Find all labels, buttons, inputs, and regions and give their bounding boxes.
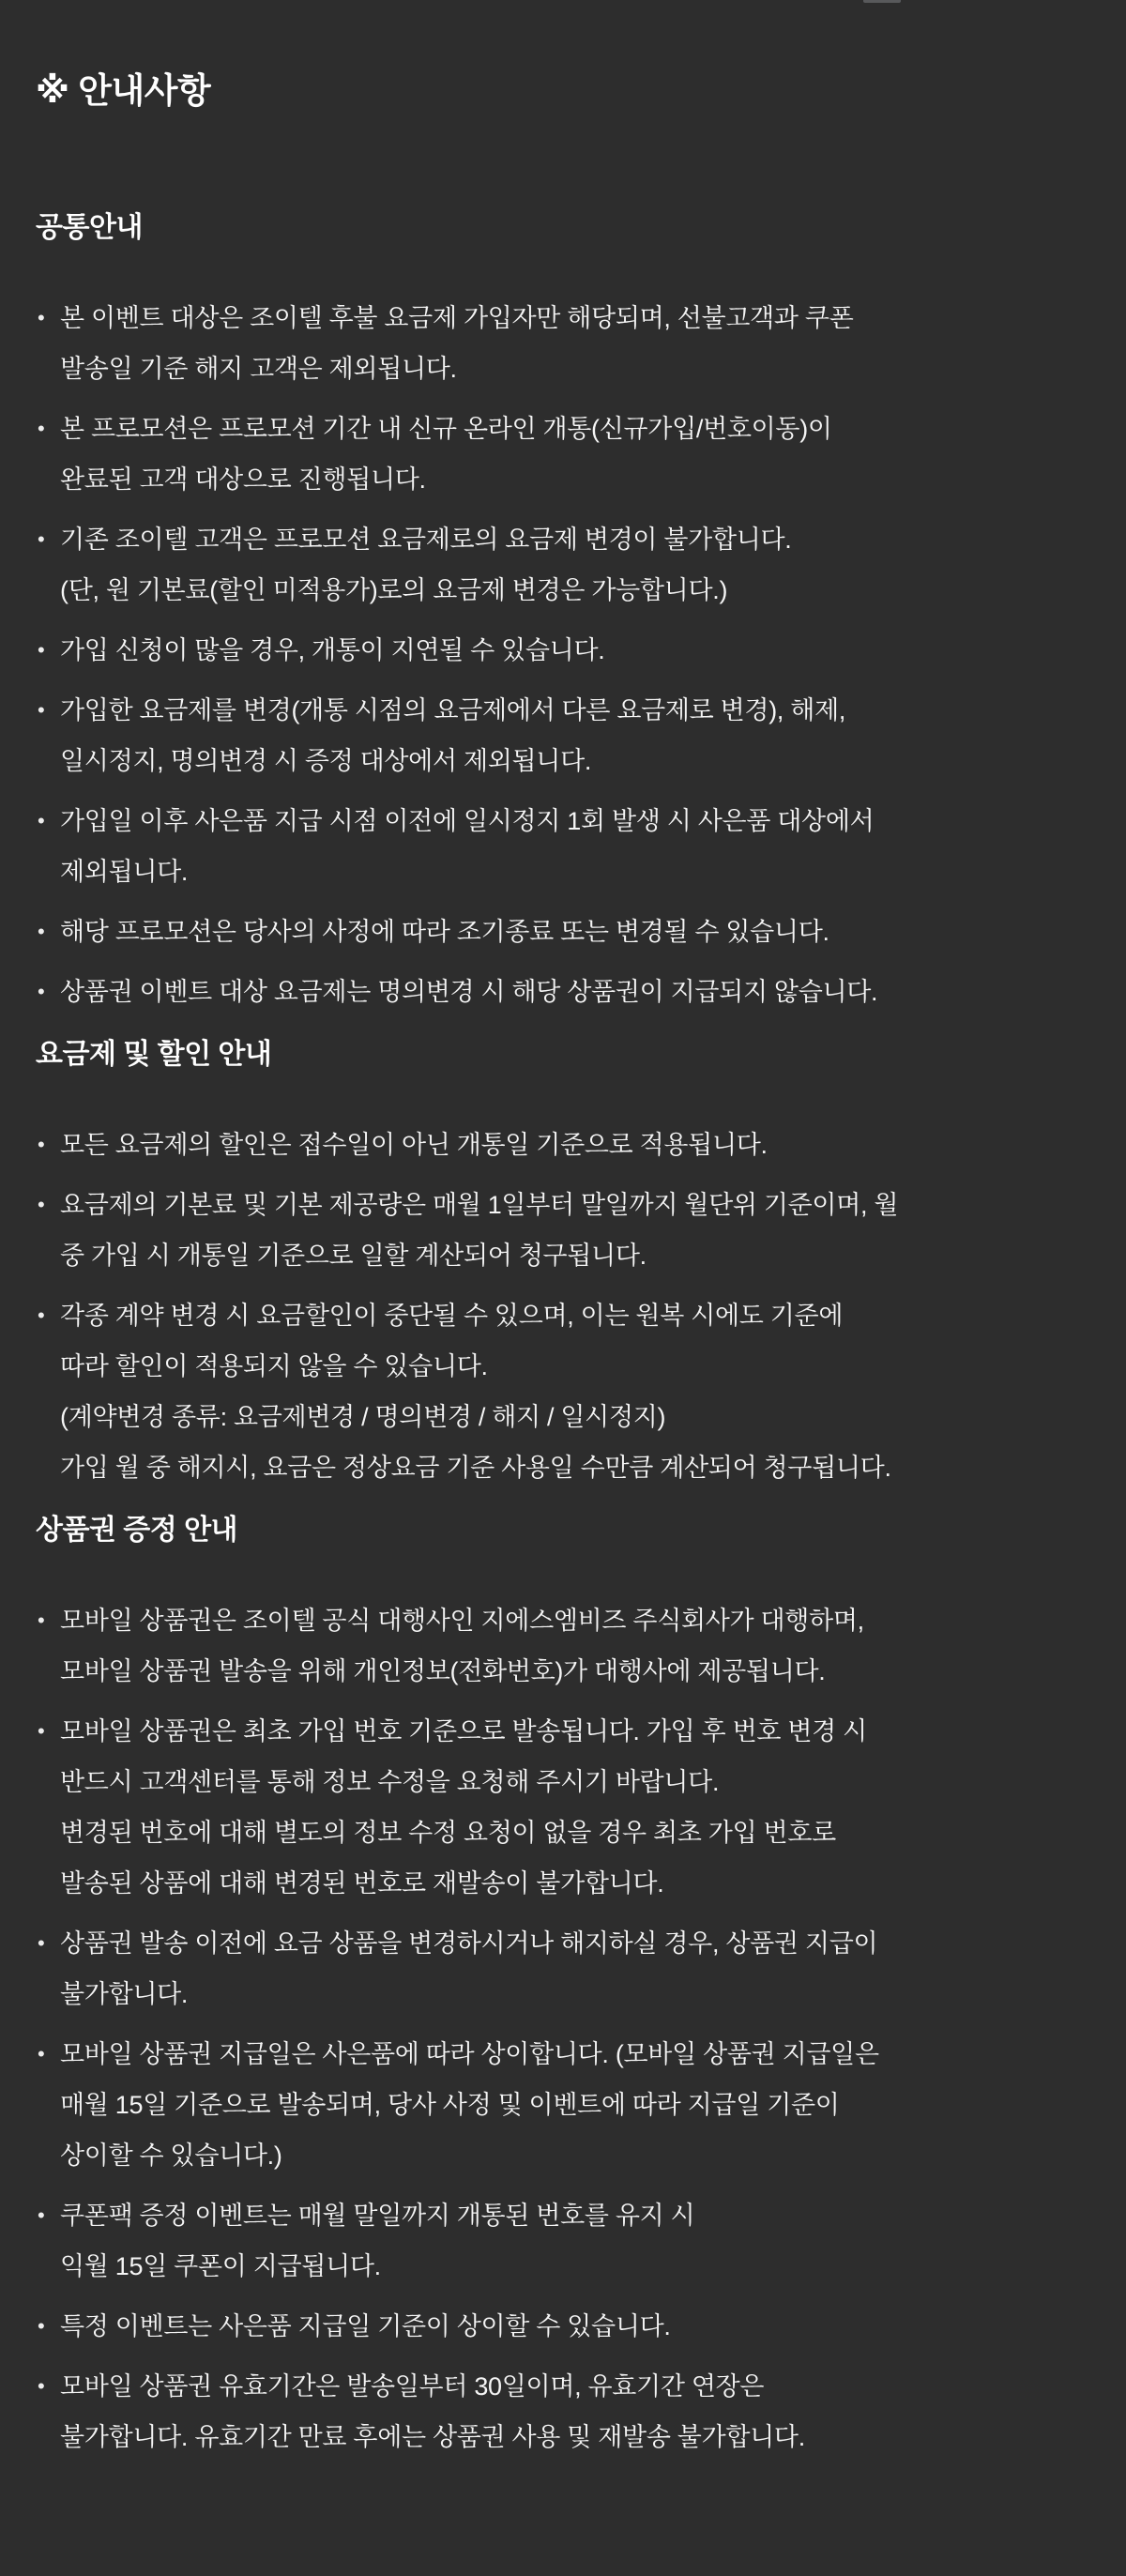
bullet-icon: • <box>38 1719 45 1743</box>
bullet-icon: • <box>38 920 45 943</box>
bullet-icon: • <box>38 638 45 662</box>
list-item <box>0 1180 1126 1281</box>
bullet-icon: • <box>38 698 45 722</box>
bullet-icon: • <box>38 809 45 832</box>
item-line: (단, 원 기본료(할인 미적용가)로의 요금제 변경은 가능합니다.) <box>60 576 728 604</box>
list-item <box>0 2029 1126 2181</box>
bullet-icon: • <box>38 1193 45 1216</box>
bullet-icon: • <box>38 1133 45 1156</box>
list-item <box>0 2190 1126 2292</box>
item-line: 익월 15일 쿠폰이 지급됩니다. <box>60 2252 381 2280</box>
section-heading: 요금제 및 할인 안내 <box>36 1039 272 1070</box>
sections-container <box>0 209 1126 2462</box>
bullet-icon: • <box>38 306 45 329</box>
bullet-icon: • <box>38 527 45 551</box>
item-line: 가입 월 중 해지시, 요금은 정상요금 기준 사용일 수만큼 계산되어 청구됩니다. <box>60 1454 891 1482</box>
bullet-icon: • <box>38 1608 45 1632</box>
page-title: ※ 안내사항 <box>36 71 211 110</box>
item-line: 상품권 발송 이전에 요금 상품을 변경하시거나 해지하실 경우, 상품권 지급이 <box>60 1929 878 1958</box>
item-line: 모바일 상품권 유효기간은 발송일부터 30일이며, 유효기간 연장은 <box>60 2372 765 2401</box>
list-item <box>0 514 1126 616</box>
list-item <box>0 293 1126 394</box>
bullet-icon: • <box>38 2314 45 2338</box>
item-line: 특정 이벤트는 사은품 지급일 기준이 상이할 수 있습니다. <box>60 2312 671 2340</box>
item-line: 모바일 상품권은 최초 가입 번호 기준으로 발송됩니다. 가입 후 번호 변경 시 <box>60 1717 867 1745</box>
notice-section <box>0 1512 1126 2462</box>
list-item <box>0 685 1126 786</box>
list-item <box>0 404 1126 505</box>
list-item <box>0 1120 1126 1170</box>
item-line: 변경된 번호에 대해 별도의 정보 수정 요청이 없을 경우 최초 가입 번호로 <box>60 1819 836 1847</box>
item-line: 중 가입 시 개통일 기준으로 일할 계산되어 청구됩니다. <box>60 1242 647 1270</box>
item-line: 따라 할인이 적용되지 않을 수 있습니다. <box>60 1352 488 1380</box>
item-line: 쿠폰팩 증정 이벤트는 매월 말일까지 개통된 번호를 유지 시 <box>60 2202 695 2230</box>
item-line: 가입일 이후 사은품 지급 시점 이전에 일시정지 1회 발생 시 사은품 대상에서 <box>60 807 875 835</box>
notice-section <box>0 1036 1126 1493</box>
item-line: 모바일 상품권 발송을 위해 개인정보(전화번호)가 대행사에 제공됩니다. <box>60 1657 826 1685</box>
item-line: 매월 15일 기준으로 발송되며, 당사 사정 및 이벤트에 따라 지급일 기준이 <box>60 2091 840 2119</box>
bullet-list <box>0 1595 1126 2462</box>
bullet-icon: • <box>38 417 45 440</box>
notice-section <box>0 209 1126 1017</box>
list-item <box>0 2301 1126 2352</box>
item-line: 본 프로모션은 프로모션 기간 내 신규 온라인 개통(신규가입/번호이동)이 <box>60 415 832 443</box>
item-line: 각종 계약 변경 시 요금할인이 중단될 수 있으며, 이는 원복 시에도 기준에 <box>60 1302 844 1330</box>
item-line: 반드시 고객센터를 통해 정보 수정을 요청해 주시기 바랍니다. <box>60 1768 720 1796</box>
item-line: 상품권 이벤트 대상 요금제는 명의변경 시 해당 상품권이 지급되지 않습니다. <box>60 978 878 1006</box>
bullet-icon: • <box>38 1303 45 1327</box>
list-item <box>0 1918 1126 2020</box>
item-line: 가입한 요금제를 변경(개통 시점의 요금제에서 다른 요금제로 변경), 해제, <box>60 696 846 724</box>
bullet-icon: • <box>38 2374 45 2398</box>
list-item <box>0 1706 1126 1909</box>
item-line: 제외됩니다. <box>60 858 189 886</box>
item-line: 완료된 고객 대상으로 진행됩니다. <box>60 465 426 494</box>
item-line: 요금제의 기본료 및 기본 제공량은 매월 1일부터 말일까지 월단위 기준이며, 월 <box>60 1191 899 1219</box>
item-line: (계약변경 종류: 요금제변경 / 명의변경 / 해지 / 일시정지) <box>60 1403 666 1431</box>
item-line: 상이할 수 있습니다.) <box>60 2142 282 2170</box>
item-line: 본 이벤트 대상은 조이텔 후불 요금제 가입자만 해당되며, 선불고객과 쿠폰 <box>60 304 854 332</box>
item-line: 불가합니다. 유효기간 만료 후에는 상품권 사용 및 재발송 불가합니다. <box>60 2423 805 2451</box>
item-line: 모든 요금제의 할인은 접수일이 아닌 개통일 기준으로 적용됩니다. <box>60 1131 768 1159</box>
item-line: 가입 신청이 많을 경우, 개통이 지연될 수 있습니다. <box>60 636 605 664</box>
list-item <box>0 1595 1126 1697</box>
list-item <box>0 625 1126 676</box>
item-line: 일시정지, 명의변경 시 증정 대상에서 제외됩니다. <box>60 747 592 775</box>
list-item <box>0 2361 1126 2462</box>
bullet-list <box>0 1120 1126 1493</box>
section-heading: 공통안내 <box>36 212 143 243</box>
item-line: 발송일 기준 해지 고객은 제외됩니다. <box>60 355 457 383</box>
item-line: 모바일 상품권 지급일은 사은품에 따라 상이합니다. (모바일 상품권 지급일은 <box>60 2040 879 2068</box>
item-line: 불가합니다. <box>60 1980 189 2008</box>
item-line: 발송된 상품에 대해 변경된 번호로 재발송이 불가합니다. <box>60 1869 664 1898</box>
list-item <box>0 1290 1126 1493</box>
item-line: 모바일 상품권은 조이텔 공식 대행사인 지에스엠비즈 주식회사가 대행하며, <box>60 1607 864 1635</box>
bullet-list <box>0 293 1126 1017</box>
bullet-icon: • <box>38 980 45 1003</box>
item-line: 해당 프로모션은 당사의 사정에 따라 조기종료 또는 변경될 수 있습니다. <box>60 918 829 946</box>
top-edge-artifact <box>863 0 901 3</box>
bullet-icon: • <box>38 1931 45 1955</box>
item-line: 기존 조이텔 고객은 프로모션 요금제로의 요금제 변경이 불가합니다. <box>60 526 792 554</box>
section-heading: 상품권 증정 안내 <box>36 1515 238 1546</box>
bullet-icon: • <box>38 2203 45 2227</box>
list-item <box>0 796 1126 897</box>
bullet-icon: • <box>38 2042 45 2065</box>
list-item <box>0 967 1126 1017</box>
list-item <box>0 907 1126 957</box>
